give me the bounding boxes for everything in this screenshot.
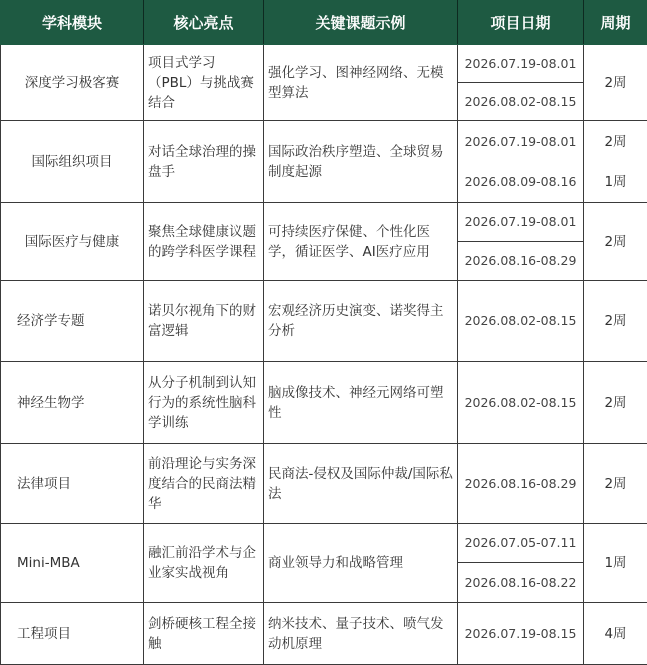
date-cell: 2026.08.16-08.29 [458, 242, 584, 281]
module-cell: 深度学习极客赛 [1, 45, 144, 121]
module-cell: 国际医疗与健康 [1, 203, 144, 281]
highlight-cell: 诺贝尔视角下的财富逻辑 [144, 281, 264, 362]
table-row [1, 203, 647, 242]
topics-cell: 宏观经济历史演变、诺奖得主分析 [264, 281, 458, 362]
duration-cell: 2周 [584, 45, 647, 121]
date-cell: 2026.07.19-08.01 [458, 203, 584, 242]
date-cell: 2026.08.16-08.29 [458, 444, 584, 524]
header-topics: 关键课题示例 [264, 1, 458, 45]
date-cell [458, 121, 584, 203]
topics-cell: 商业领导力和战略管理 [264, 524, 458, 603]
duration-cell: 2周 [584, 281, 647, 362]
module-cell: 神经生物学 [1, 362, 144, 444]
table-row [1, 281, 647, 362]
table-row [1, 121, 647, 203]
date-cell: 2026.07.19-08.01 [458, 45, 584, 83]
topics-cell: 国际政治秩序塑造、全球贸易制度起源 [264, 121, 458, 203]
module-cell: 工程项目 [1, 603, 144, 665]
module-cell: Mini-MBA [1, 524, 144, 603]
highlight-cell: 项目式学习（PBL）与挑战赛结合 [144, 45, 264, 121]
date-cell: 2026.08.02-08.15 [458, 281, 584, 362]
date-cell: 2026.07.19-08.15 [458, 603, 584, 665]
topics-cell: 纳米技术、量子技术、喷气发动机原理 [264, 603, 458, 665]
table-row [1, 524, 647, 563]
table-row [1, 362, 647, 444]
duration-cell: 2周 [584, 362, 647, 444]
topics-cell: 强化学习、图神经网络、无模型算法 [264, 45, 458, 121]
highlight-cell: 对话全球治理的操盘手 [144, 121, 264, 203]
duration-cell: 1周 [584, 524, 647, 603]
module-cell: 经济学专题 [1, 281, 144, 362]
date-cell: 2026.08.02-08.15 [458, 362, 584, 444]
highlight-cell: 融汇前沿学术与企业家实战视角 [144, 524, 264, 603]
topics-cell: 脑成像技术、神经元网络可塑性 [264, 362, 458, 444]
date-cell: 2026.08.16-08.22 [458, 563, 584, 603]
highlight-cell: 剑桥硬核工程全接触 [144, 603, 264, 665]
highlight-cell: 从分子机制到认知行为的系统性脑科学训练 [144, 362, 264, 444]
topics-cell: 可持续医疗保健、个性化医学，循证医学、AI医疗应用 [264, 203, 458, 281]
duration-cell: 4周 [584, 603, 647, 665]
duration-cell: 2周 [584, 203, 647, 281]
highlight-cell: 前沿理论与实务深度结合的民商法精华 [144, 444, 264, 524]
duration-cell: 2周 [584, 444, 647, 524]
module-cell: 国际组织项目 [1, 121, 144, 203]
table-row [1, 45, 647, 83]
date-text: 2026.07.19-08.01 [464, 133, 577, 149]
header-dates: 项目日期 [458, 1, 584, 45]
header-row [1, 1, 647, 45]
header-module: 学科模块 [1, 1, 144, 45]
highlight-cell: 聚焦全球健康议题的跨学科医学课程 [144, 203, 264, 281]
date-cell: 2026.08.02-08.15 [458, 83, 584, 121]
header-duration: 周期 [584, 1, 647, 45]
table-row [1, 603, 647, 665]
duration-cell [584, 121, 647, 203]
date-text: 2026.08.09-08.16 [464, 173, 577, 189]
date-cell: 2026.07.05-07.11 [458, 524, 584, 563]
header-highlight: 核心亮点 [144, 1, 264, 45]
duration-text: 2周 [604, 133, 627, 150]
table-row [1, 444, 647, 524]
duration-text: 1周 [604, 173, 627, 190]
topics-cell: 民商法-侵权及国际仲裁/国际私法 [264, 444, 458, 524]
module-cell: 法律项目 [1, 444, 144, 524]
